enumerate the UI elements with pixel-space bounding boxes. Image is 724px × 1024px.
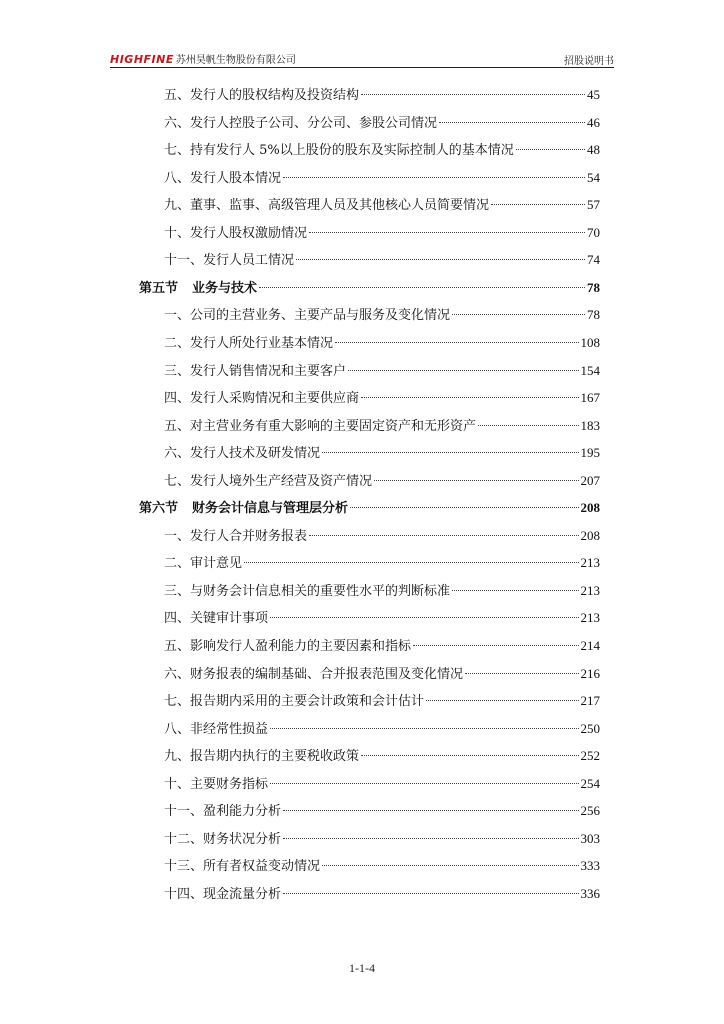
toc-page-number: 54 bbox=[587, 169, 600, 185]
toc-leader-dots bbox=[452, 590, 578, 591]
toc-section-label: 第五节 bbox=[139, 280, 179, 296]
toc-entry-title: 财务会计信息与管理层分析 bbox=[192, 501, 349, 517]
page-number: 1-1-4 bbox=[349, 961, 375, 975]
toc-entry[interactable] bbox=[164, 304, 600, 326]
toc-leader-dots bbox=[361, 94, 585, 95]
toc-page-number: 336 bbox=[580, 885, 600, 901]
toc-entry[interactable] bbox=[164, 580, 600, 602]
toc-entry-title: 五、对主营业务有重大影响的主要固定资产和无形资产 bbox=[164, 418, 477, 434]
toc-leader-dots bbox=[309, 535, 578, 536]
toc-leader-dots bbox=[283, 177, 585, 178]
toc-entry[interactable] bbox=[164, 855, 600, 877]
toc-leader-dots bbox=[426, 700, 578, 701]
toc-leader-dots bbox=[350, 507, 578, 508]
toc-entry-title: 四、发行人采购情况和主要供应商 bbox=[164, 391, 360, 407]
toc-leader-dots bbox=[452, 314, 585, 315]
toc-entry[interactable] bbox=[164, 139, 600, 161]
toc-entry-title: 六、发行人控股子公司、分公司、参股公司情况 bbox=[164, 115, 438, 131]
toc-page-number: 252 bbox=[580, 748, 600, 764]
toc-entry-title: 十四、现金流量分析 bbox=[164, 886, 282, 902]
toc-entry-title: 九、董事、监事、高级管理人员及其他核心人员简要情况 bbox=[164, 198, 490, 214]
toc-leader-dots bbox=[259, 287, 585, 288]
toc-page-number: 48 bbox=[587, 142, 600, 158]
toc-entry-title: 一、发行人合并财务报表 bbox=[164, 528, 308, 544]
toc-entry-title: 一、公司的主营业务、主要产品与服务及变化情况 bbox=[164, 308, 451, 324]
toc-leader-dots bbox=[296, 259, 585, 260]
toc-entry-title: 十一、盈利能力分析 bbox=[164, 804, 282, 820]
toc-leader-dots bbox=[270, 728, 578, 729]
header-brand bbox=[110, 51, 296, 66]
company-name: 苏州昊帆生物股份有限公司 bbox=[175, 55, 296, 66]
toc-entry-title: 九、报告期内执行的主要税收政策 bbox=[164, 749, 360, 765]
toc-entry-title: 十一、发行人员工情况 bbox=[164, 253, 295, 269]
toc-section-label: 第六节 bbox=[139, 501, 179, 517]
toc-entry-title: 业务与技术 bbox=[192, 280, 258, 296]
toc-page-number: 333 bbox=[580, 858, 600, 874]
toc-leader-dots bbox=[348, 370, 578, 371]
toc-leader-dots bbox=[270, 617, 578, 618]
toc-leader-dots bbox=[361, 755, 578, 756]
toc-page-number: 250 bbox=[580, 720, 600, 736]
toc-entry-title: 七、报告期内采用的主要会计政策和会计估计 bbox=[164, 694, 425, 710]
toc-leader-dots bbox=[283, 810, 578, 811]
header-divider bbox=[110, 67, 614, 68]
toc-leader-dots bbox=[322, 865, 578, 866]
toc-page-number: 46 bbox=[587, 114, 600, 130]
toc-entry[interactable] bbox=[164, 800, 600, 822]
toc-leader-dots bbox=[244, 562, 578, 563]
page-header bbox=[110, 48, 614, 68]
toc-page-number: 108 bbox=[580, 334, 600, 350]
toc-entry[interactable] bbox=[164, 249, 600, 271]
toc-page-number: 78 bbox=[587, 279, 600, 295]
toc-section-entry[interactable] bbox=[139, 277, 600, 299]
toc-entry[interactable] bbox=[164, 332, 600, 354]
toc-entry-title: 三、发行人销售情况和主要客户 bbox=[164, 363, 347, 379]
toc-entry-title: 六、发行人技术及研发情况 bbox=[164, 446, 321, 462]
toc-entry-title: 八、非经常性损益 bbox=[164, 721, 269, 737]
toc-page-number: 217 bbox=[580, 693, 600, 709]
toc-entry-title: 六、财务报表的编制基础、合并报表范围及变化情况 bbox=[164, 666, 464, 682]
toc-entry[interactable] bbox=[164, 84, 600, 106]
toc-entry-title: 五、影响发行人盈利能力的主要因素和指标 bbox=[164, 639, 412, 654]
toc-page-number: 208 bbox=[580, 500, 600, 516]
toc-entry-title: 二、审计意见 bbox=[164, 556, 243, 572]
toc-leader-dots bbox=[283, 893, 578, 894]
toc-entry[interactable] bbox=[164, 718, 600, 740]
toc-entry[interactable] bbox=[164, 745, 600, 767]
toc-page-number: 208 bbox=[580, 527, 600, 543]
toc-leader-dots bbox=[439, 122, 585, 123]
toc-page-number: 216 bbox=[580, 665, 600, 681]
toc-entry[interactable] bbox=[164, 112, 600, 134]
toc-entry[interactable] bbox=[164, 525, 600, 547]
toc-page-number: 45 bbox=[587, 87, 600, 102]
toc-entry[interactable] bbox=[164, 663, 600, 685]
toc-entry[interactable] bbox=[164, 387, 600, 409]
toc-entry[interactable] bbox=[164, 442, 600, 464]
toc-entry-title: 十三、所有者权益变动情况 bbox=[164, 859, 321, 875]
toc-page-number: 256 bbox=[580, 803, 600, 819]
toc-page-number: 213 bbox=[580, 610, 600, 626]
toc-leader-dots bbox=[270, 783, 578, 784]
toc-entry[interactable] bbox=[164, 828, 600, 850]
toc-leader-dots bbox=[309, 232, 585, 233]
document-title: 招股说明书 bbox=[564, 56, 614, 67]
toc-leader-dots bbox=[374, 480, 578, 481]
toc-entry[interactable] bbox=[164, 167, 600, 189]
toc-entry-title: 十二、财务状况分析 bbox=[164, 831, 282, 847]
toc-entry[interactable] bbox=[164, 883, 600, 905]
toc-entry[interactable] bbox=[164, 607, 600, 629]
toc-leader-dots bbox=[478, 425, 578, 426]
toc-entry[interactable] bbox=[164, 773, 600, 795]
toc-leader-dots bbox=[413, 645, 578, 646]
toc-page-number: 183 bbox=[580, 417, 600, 433]
toc-page-number: 78 bbox=[587, 307, 600, 323]
toc-page-number: 57 bbox=[587, 197, 600, 213]
toc-entry[interactable] bbox=[164, 635, 600, 657]
toc-entry[interactable] bbox=[164, 194, 600, 216]
toc-entry-title: 七、持有发行人 5%以上股份的股东及实际控制人的基本情况 bbox=[164, 143, 514, 159]
toc-entry-title: 二、发行人所处行业基本情况 bbox=[164, 335, 334, 351]
toc-entry[interactable] bbox=[164, 415, 600, 437]
toc-page-number: 154 bbox=[580, 362, 600, 378]
toc-page-number: 74 bbox=[587, 252, 600, 268]
toc-page-number: 195 bbox=[580, 445, 600, 461]
toc-leader-dots bbox=[361, 397, 578, 398]
toc-entry[interactable] bbox=[164, 690, 600, 712]
toc-leader-dots bbox=[465, 673, 578, 674]
toc-leader-dots bbox=[283, 838, 578, 839]
toc-section-entry[interactable] bbox=[139, 497, 600, 519]
toc-page-number: 70 bbox=[587, 224, 600, 240]
toc-entry-title: 三、与财务会计信息相关的重要性水平的判断标准 bbox=[164, 583, 451, 599]
toc-entry-title: 四、关键审计事项 bbox=[164, 611, 269, 627]
toc-entry-title: 七、发行人境外生产经营及资产情况 bbox=[164, 473, 373, 489]
toc-page-number: 207 bbox=[580, 472, 600, 488]
toc-leader-dots bbox=[335, 342, 578, 343]
toc-page-number: 213 bbox=[580, 555, 600, 571]
toc-entry[interactable] bbox=[164, 222, 600, 244]
toc-page-number: 214 bbox=[580, 638, 600, 653]
toc-page-number: 254 bbox=[580, 775, 600, 791]
toc-leader-dots bbox=[322, 452, 578, 453]
toc-entry[interactable] bbox=[164, 470, 600, 492]
toc-entry-title: 五、发行人的股权结构及投资结构 bbox=[164, 88, 360, 103]
toc-leader-dots bbox=[491, 204, 585, 205]
toc-entry[interactable] bbox=[164, 360, 600, 382]
toc-entry-title: 十、发行人股权激励情况 bbox=[164, 225, 308, 241]
toc-page-number: 303 bbox=[580, 830, 600, 846]
toc-page-number: 167 bbox=[580, 390, 600, 406]
toc-entry-title: 八、发行人股本情况 bbox=[164, 170, 282, 186]
toc-entry[interactable] bbox=[164, 552, 600, 574]
company-logo: HIGHFINE bbox=[110, 53, 174, 66]
toc-page-number: 213 bbox=[580, 582, 600, 598]
toc-entry-title: 十、主要财务指标 bbox=[164, 776, 269, 792]
toc-leader-dots bbox=[516, 149, 585, 150]
